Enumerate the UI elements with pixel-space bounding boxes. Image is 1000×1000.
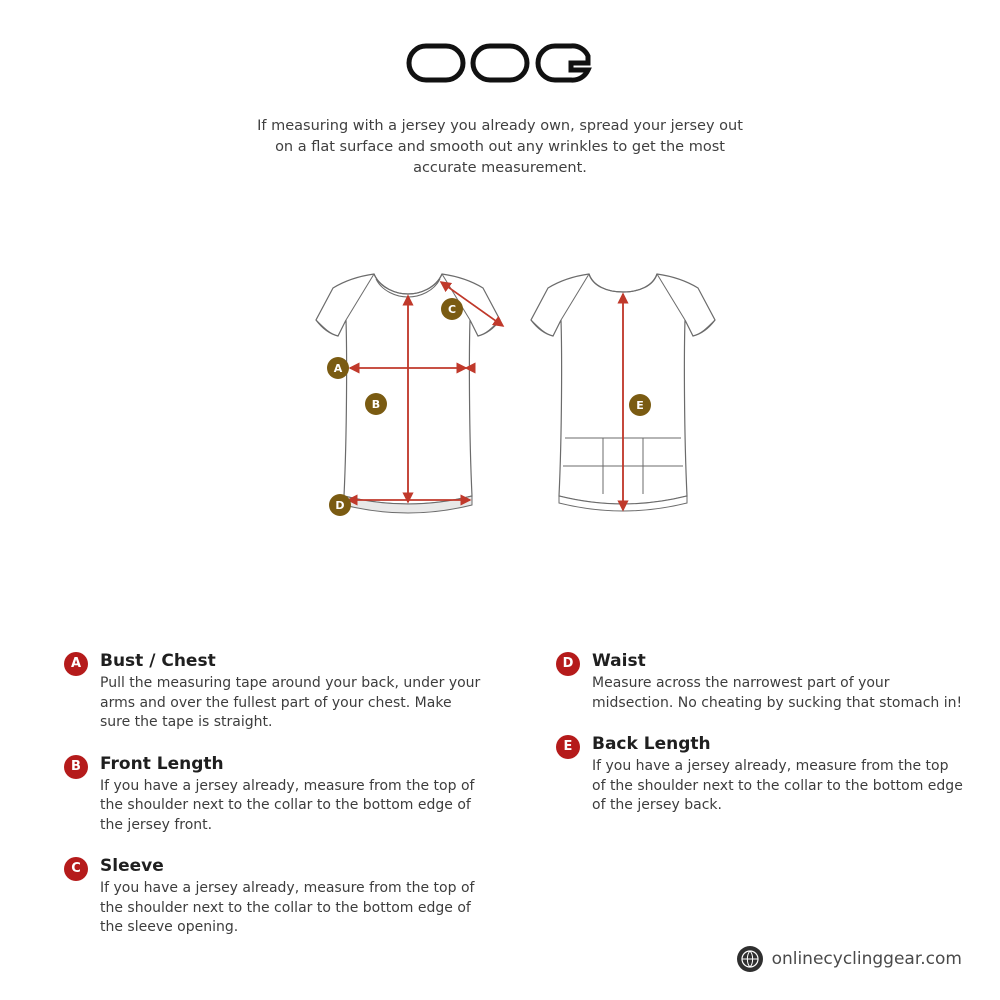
svg-text:A: A: [333, 362, 343, 375]
legend-title-bust-chest: Bust / Chest: [100, 651, 216, 671]
legend-badge-d: D: [556, 652, 580, 676]
legend-item-sleeve: [64, 855, 484, 938]
marker-a: [327, 357, 349, 379]
marker-c: [441, 298, 463, 320]
legend-badge-a: A: [64, 652, 88, 676]
legend-body-bust-chest: Pull the measuring tape around your back, under your arms and over the fullest part of your chest. Make sure the tape is straight.: [100, 675, 481, 730]
jersey-diagram: [238, 262, 798, 542]
intro-text: If measuring with a jersey you already own, spread your jersey out on a flat surface and smooth out any wrinkles to get the most accurate measurement.: [257, 118, 743, 176]
legend-badge-c: C: [64, 857, 88, 881]
legend-badge-b: B: [64, 755, 88, 779]
legend-column-right: [556, 650, 966, 836]
ocg-logo-icon: [405, 38, 595, 88]
legend-body-waist: Measure across the narrowest part of your midsection. No cheating by sucking that stomach in!: [592, 675, 963, 711]
favicon-icon: [737, 946, 763, 972]
svg-text:D: D: [335, 499, 345, 512]
footer-url: onlinecyclinggear.com: [771, 949, 962, 969]
legend-item-front-length: [64, 753, 484, 836]
legend-body-front-length: If you have a jersey already, measure from the top of the shoulder next to the collar to the bottom edge of the jersey front.: [100, 777, 475, 833]
legend-body-back-length: If you have a jersey already, measure from the top of the shoulder next to the collar to the bottom edge of the jersey back.: [592, 758, 963, 813]
legend-title-back-length: Back Length: [592, 734, 711, 754]
svg-text:C: C: [447, 303, 457, 316]
legend: [0, 650, 1000, 950]
legend-item-back-length: [556, 733, 966, 816]
legend-column-left: [64, 650, 484, 958]
legend-item-waist: [556, 650, 966, 713]
brand-logo: [0, 38, 1000, 92]
legend-item-bust-chest: [64, 650, 484, 733]
marker-d: [329, 494, 351, 516]
marker-b: [365, 393, 387, 415]
legend-title-front-length: Front Length: [100, 753, 224, 774]
jersey-diagram-svg: [238, 262, 798, 542]
legend-badge-e: E: [556, 735, 580, 759]
legend-body-sleeve: If you have a jersey already, measure from the top of the shoulder next to the collar to the bottom edge of the sleeve opening.: [100, 880, 475, 935]
marker-e: [629, 394, 651, 416]
svg-text:E: E: [636, 399, 644, 412]
legend-title-waist: Waist: [592, 651, 646, 671]
legend-title-sleeve: Sleeve: [100, 856, 164, 876]
globe-icon: [741, 950, 759, 968]
svg-text:B: B: [371, 398, 381, 411]
footer: [737, 946, 962, 972]
